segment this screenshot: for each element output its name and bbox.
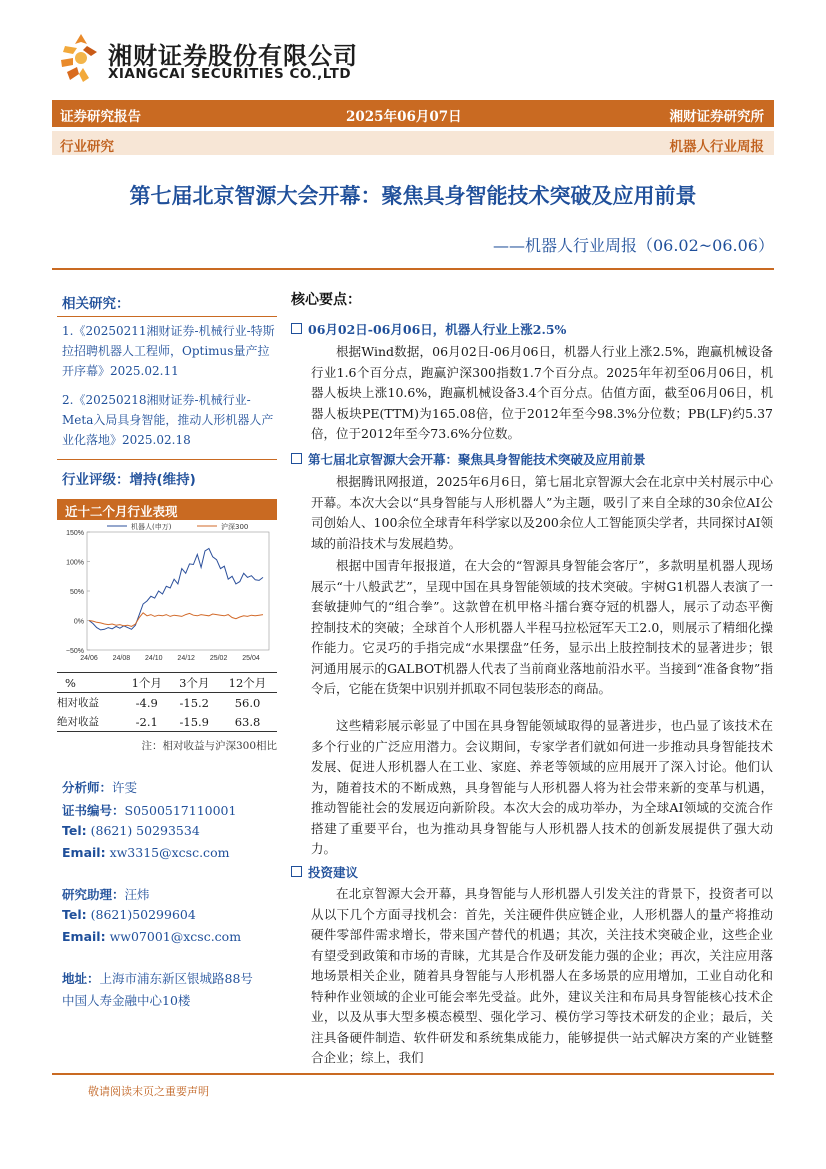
paragraph: 根据Wind数据，06月02日-06月06日，机器人行业上涨2.5%，跑赢机械设备行业1.6个百分点，跑赢沪深300指数1.7个百分点。2025年年初至06月06日，机器人板块上涨10.6%，跑赢机械设备3.4个百分点。估值方面，截至06月06日，机器人板块PE(TTM)为165.08倍，位于2012年至今98.3%分位数；PB(LF)约5.37倍，位于2012年至今73.6%分位数。 [311, 344, 773, 441]
cert-row [62, 801, 236, 819]
tel-label: Tel: [62, 823, 87, 838]
assistant-row [62, 885, 150, 903]
address-line-1: 上海市浦东新区银城路88号 [99, 971, 253, 986]
address-row-2 [62, 991, 190, 1009]
checkbox-bullet-icon [291, 323, 302, 334]
y-tick-label: 100% [66, 559, 84, 567]
y-tick-label: 150% [66, 530, 84, 537]
address-line-2: 中国人寿金融中心10楼 [62, 993, 191, 1008]
report-category: 行业研究 [60, 139, 114, 155]
table-cell: -4.9 [135, 695, 158, 710]
table-header: % [57, 673, 123, 693]
table-header: 12个月 [218, 673, 277, 693]
y-tick-label: −50% [65, 648, 84, 655]
company-name-en: XIANGCAI SECURITIES CO.,LTD [108, 66, 352, 82]
table-header: 1个月 [123, 673, 171, 693]
email-label: Email: [62, 845, 106, 860]
industry-performance-chart [57, 520, 277, 668]
report-date: 2025年06月07日 [346, 109, 462, 125]
table-cell: -15.2 [179, 695, 209, 710]
y-tick-label: 0% [73, 618, 84, 626]
y-tick-label: 50% [69, 589, 84, 596]
analyst-name: 许雯 [112, 780, 138, 795]
series-line-csi300 [89, 613, 263, 627]
title-divider [52, 268, 774, 270]
assistant-label: 研究助理： [62, 887, 125, 902]
cert-number: S0500517110001 [124, 803, 237, 818]
row-label: 绝对收益 [57, 712, 123, 732]
paragraph: 这些精彩展示彰显了中国在具身智能领域取得的显著进步，也凸显了该技术在多个行业的广泛应用潜力。会议期间，专家学者们就如何进一步推动具身智能技术发展、促进人形机器人在工业、家庭、养老等领域的应用展开了深入讨论。他们认为，随着技术的不断成熟，具身智能与人形机器人将为社会带来新的变革与机遇，推动智能社会的发展迈向新阶段。本次大会的成功举办，为全球AI领域的交流合作搭建了重要平台，也为推动具身智能与人形机器人技术的创新发展提供了强大动力。 [311, 718, 773, 856]
paragraph: 根据中国青年报报道，在大会的“智源具身智能会客厅”，多款明星机器人现场展示“十八般武艺”，呈现中国在具身智能领域的技术突破。宇树G1机器人表演了一套敏捷帅气的“组合拳”。这款曾在机甲格斗擂台赛夺冠的机器人，展示了动态平衡控制技术的突破；全球首个人形机器人半程马拉松冠军天工2.0，则展示了精细化操作能力。它灵巧的手指完成“水果摆盘”任务，显示出上肢控制技术的显著进步；银河通用展示的GALBOT机器人代表了当前商业落地前沿水平。当接到“准备食物”指令后，它能在货架中识别并抓取不同包装形态的商品。 [311, 558, 773, 696]
assistant-email-row [62, 929, 241, 944]
x-tick-label: 25/04 [242, 655, 260, 662]
assistant-tel-row [62, 907, 196, 922]
report-type: 证券研究报告 [60, 109, 141, 125]
assistant-email[interactable]: ww07001@xcsc.com [109, 929, 242, 944]
section-title-conference: 第七届北京智源大会开幕：聚焦具身智能技术突破及应用前景 [291, 450, 646, 468]
related-item[interactable]: 1.《20250211湘财证券-机械行业-特斯拉招聘机器人工程师，Optimus量产拉开序幕》2025.02.11 [62, 324, 275, 378]
table-cell: 56.0 [234, 695, 261, 710]
paragraph: 根据腾讯网报道，2025年6月6日，第七届北京智源大会在北京中关村展示中心开幕。本次大会以“具身智能与人形机器人”为主题，吸引了来自全球的30余位AI公司创始人、100余位全球青年科学家以及200余位人工智能顶尖学者，共同探讨AI领域的前沿技术与发展趋势。 [311, 474, 773, 551]
related-heading: 相关研究： [62, 296, 130, 312]
chart-section-title: 近十二个月行业表现 [65, 504, 178, 519]
paragraph: 在北京智源大会开幕，具身智能与人形机器人引发关注的背景下，投资者可以从以下几个方面寻找机会：首先，关注硬件供应链企业，人形机器人的量产将推动硬件零部件需求增长，带来国产替代的机遇；其次，关注技术突破企业，这些企业有望受到政策和市场的青睐，尤其是合作及研发能力强的企业；再次，关注应用落地场景相关企业，随着具身智能与人形机器人在多场景的应用增加，工业自动化和特种作业领域的企业可能会率先受益。此外，建议关注和布局具身智能核心技术企业，以及从事大型多模态模型、强化学习、模仿学习等技术研发的企业；最后，关注具备硬件制造、软件研发和系统集成能力，能够提供一站式解决方案的产业链整合企业；综上，我们 [311, 886, 773, 1064]
page-title: 第七届北京智源大会开幕：聚焦具身智能技术突破及应用前景 [129, 184, 697, 208]
related-divider [57, 316, 277, 317]
footer-divider [52, 1073, 774, 1075]
series-line-robot [89, 549, 263, 630]
x-tick-label: 24/06 [80, 655, 98, 662]
analyst-label: 分析师： [62, 780, 113, 795]
assistant-tel: (8621)50299604 [90, 907, 196, 922]
institute-name: 湘财证券研究所 [669, 109, 764, 125]
page-subtitle: ——机器人行业周报（06.02~06.06） [492, 236, 774, 255]
address-label: 地址： [62, 971, 100, 986]
address-row [62, 969, 253, 987]
checkbox-bullet-icon [291, 453, 302, 464]
company-logo-icon [57, 32, 105, 84]
tel-row [62, 823, 200, 838]
x-tick-label: 25/02 [209, 655, 228, 662]
cert-label: 证书编号： [62, 803, 125, 818]
section-title-investment: 投资建议 [291, 863, 358, 881]
x-tick-label: 24/08 [112, 655, 131, 662]
table-cell: -2.1 [123, 712, 171, 732]
section-title-weekly: 06月02日-06月06日，机器人行业上涨2.5% [291, 320, 566, 338]
table-note: 注：相对收益与沪深300相比 [141, 740, 277, 752]
email-row [62, 845, 229, 860]
header-band [52, 100, 774, 127]
related-divider [57, 459, 277, 460]
row-label: 相对收益 [57, 697, 99, 709]
industry-rating: 行业评级：增持(维持) [62, 472, 196, 488]
tel-label: Tel: [62, 907, 87, 922]
legend-label: 机器人(申万) [131, 523, 172, 531]
analyst-row [62, 778, 137, 796]
chart-section-header [57, 499, 277, 520]
checkbox-bullet-icon [291, 866, 302, 877]
footer-disclaimer: 敬请阅读末页之重要声明 [88, 1085, 209, 1098]
analyst-tel: (8621) 50293534 [90, 823, 200, 838]
report-series: 机器人行业周报 [669, 139, 764, 155]
table-header: 3个月 [171, 673, 219, 693]
core-heading: 核心要点： [291, 292, 361, 308]
table-cell: -15.9 [171, 712, 219, 732]
performance-table [57, 672, 277, 732]
x-tick-label: 24/10 [145, 655, 163, 662]
x-tick-label: 24/12 [177, 655, 195, 662]
table-cell: 63.8 [218, 712, 277, 732]
category-band [52, 131, 774, 155]
email-label: Email: [62, 929, 106, 944]
chart-frame [87, 532, 269, 650]
analyst-email[interactable]: xw3315@xcsc.com [109, 845, 230, 860]
table-row [57, 693, 277, 713]
company-name-cn: 湘财证券股份有限公司 [108, 42, 358, 70]
related-item[interactable]: 2.《20250218湘财证券-机械行业-Meta入局具身智能，推动人形机器人产业化落地》2025.02.18 [62, 393, 274, 447]
assistant-name: 汪炜 [124, 887, 150, 902]
legend-label: 沪深300 [221, 523, 249, 531]
table-row [57, 712, 277, 732]
